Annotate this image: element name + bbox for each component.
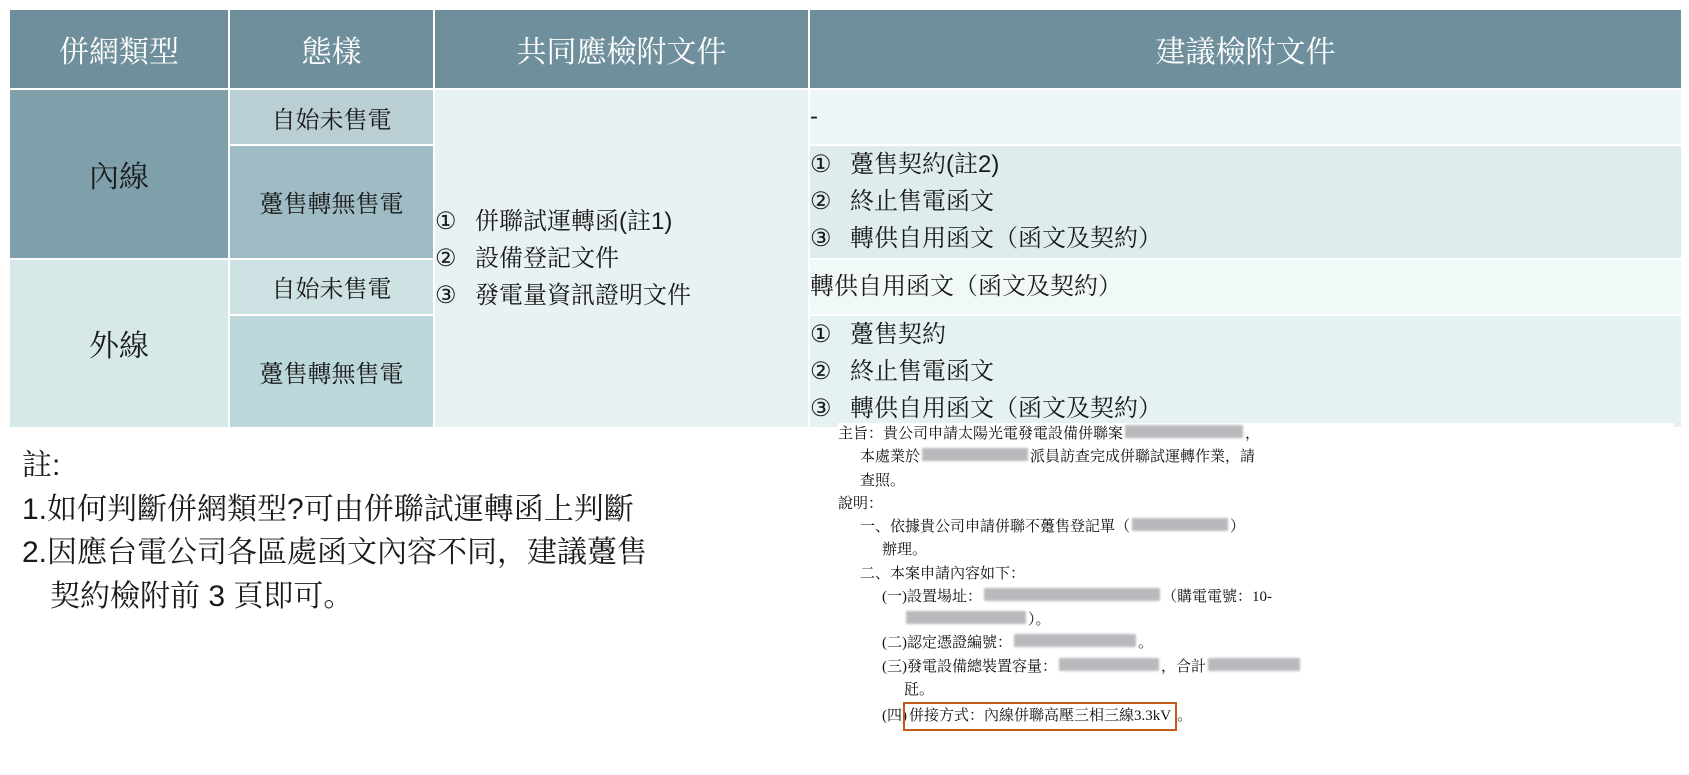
letter-item-2-3c: 瓩。 [904,681,935,698]
table-row [9,259,1682,315]
common-doc-item [435,203,808,240]
letter-item-2-3-cont [838,679,1674,702]
letter-subject-text-3: 查照。 [860,472,906,489]
table-row [9,89,1682,145]
common-doc-label: 併聯試運轉函(註1) [475,207,673,235]
suggest-doc-item [810,220,1681,257]
letter-explain-label [838,493,1674,516]
letter-item-2-text: 二、本案申請內容如下： [860,565,1026,582]
header-form: 態樣 [229,9,434,89]
suggest-text: 轉供自用函文（函文及契約） [810,272,1122,300]
cell-suggest-inner-never-sold [809,89,1682,145]
cell-type-inner: 內線 [9,89,229,259]
letter-item-2-3a: (三)發電設備總裝置容量： [882,658,1057,675]
table-row [9,315,1682,429]
cell-type-outer: 外線 [9,259,229,429]
common-doc-item [435,240,808,277]
redacted-text [1059,658,1159,671]
cell-common-docs [434,89,809,428]
redacted-text [906,611,1026,624]
cell-form-inner-never-sold: 自始未售電 [229,89,434,145]
letter-item-2-1b: （購電電號：10- [1162,588,1272,605]
notes-title: 註: [22,449,61,482]
table-header-row [9,9,1682,89]
letter-subject-label: 主旨： [838,426,884,442]
redacted-text [1014,634,1136,647]
suggest-doc-number: ② [810,357,832,385]
letter-item-2-4a: (四) [882,708,907,724]
letter-item-2-1-cont [838,609,1674,632]
common-doc-number: ③ [435,282,457,310]
notes-block [22,444,782,618]
suggest-doc-label: 終止售電函文 [850,188,994,216]
suggest-text: - [810,103,818,131]
suggest-doc-label: 躉售契約(註2) [850,151,1000,178]
letter-item-2-3b: ，合計 [1161,658,1207,675]
redacted-text [1132,518,1228,531]
note-item-2-cont: 契約檢附前 3 頁即可。 [50,579,354,613]
note-item-2: 2.因應台電公司各區處函文內容不同，建議躉售 [22,536,648,569]
common-doc-label: 發電量資訊證明文件 [475,282,691,310]
redacted-text [984,588,1160,601]
suggest-doc-number: ① [810,151,832,178]
common-doc-item [435,277,808,314]
suggest-doc-number: ① [810,320,832,348]
header-grid-type: 併網類型 [9,9,229,89]
letter-item-2-1a: (一)設置場址： [882,588,982,605]
suggest-doc-label: 躉售契約 [850,320,946,348]
suggest-doc-number: ② [810,188,832,216]
letter-item-2-1c: ）。 [1028,612,1051,628]
suggest-doc-label: 終止售電函文 [850,357,994,385]
letter-item-2-4b: 。 [1177,708,1193,724]
slide-page [0,8,1689,775]
letter-item-1b: ） [1230,519,1246,535]
cell-suggest-outer-converted [809,315,1682,429]
cell-suggest-inner-converted [809,145,1682,259]
common-doc-label: 設備登記文件 [475,244,619,272]
letter-item-2-4 [838,702,1674,731]
letter-item-1a: 一、依據貴公司申請併聯不躉售登記單（ [860,519,1131,535]
letter-item-2-2b: 。 [1138,635,1154,652]
suggest-doc-label: 轉供自用函文（函文及契約） [850,394,1162,422]
highlighted-connection-method: 併接方式：內線併聯高壓三相三線3.3kV [903,702,1177,731]
letter-item-2-3 [838,656,1674,679]
suggest-doc-number: ③ [810,225,832,253]
suggest-doc-label: 轉供自用函文（函文及契約） [850,225,1162,253]
requirements-table [8,8,1683,429]
letter-excerpt-image [838,423,1674,768]
redacted-text [1208,658,1300,671]
letter-item-2-1 [838,586,1674,609]
letter-subject-text: 貴公司申請太陽光電發電設備併聯案 [883,426,1124,442]
table-row [9,145,1682,259]
letter-item-1-cont [838,539,1674,562]
letter-subject-line-3 [838,470,1674,493]
cell-suggest-outer-never-sold [809,259,1682,315]
letter-subject-text-2b: 派員訪查完成併聯試運轉作業，請 [1030,449,1256,466]
suggest-doc-item [810,183,1681,220]
header-suggested-docs: 建議檢附文件 [809,9,1682,89]
note-item-1: 1.如何判斷併網類型?可由併聯試運轉函上判斷 [22,492,634,526]
letter-item-2-2a: (二)認定憑證編號： [882,635,1012,652]
letter-item-1c: 辦理。 [882,542,928,559]
redacted-text [922,448,1028,461]
suggest-doc-item [810,353,1681,390]
suggest-doc-item [810,316,1681,353]
suggest-doc-item [810,146,1681,183]
suggest-doc-item [810,390,1681,427]
cell-form-outer-converted: 躉售轉無售電 [229,315,434,429]
common-doc-number: ① [435,207,457,235]
letter-subject-line-2 [838,446,1674,469]
suggest-doc-number: ③ [810,394,832,422]
cell-form-outer-never-sold: 自始未售電 [229,259,434,315]
common-doc-number: ② [435,244,457,272]
letter-subject-text-2a: 本處業於 [860,449,921,466]
header-common-docs: 共同應檢附文件 [434,9,809,89]
letter-item-2 [838,563,1674,586]
letter-explain-label-text: 說明： [838,495,884,512]
letter-subject-line-1 [838,423,1674,446]
letter-item-2-2 [838,632,1674,655]
letter-item-1 [838,516,1674,539]
letter-subject-comma: ， [1245,426,1261,442]
redacted-text [1125,425,1243,438]
cell-form-inner-converted: 躉售轉無售電 [229,145,434,259]
